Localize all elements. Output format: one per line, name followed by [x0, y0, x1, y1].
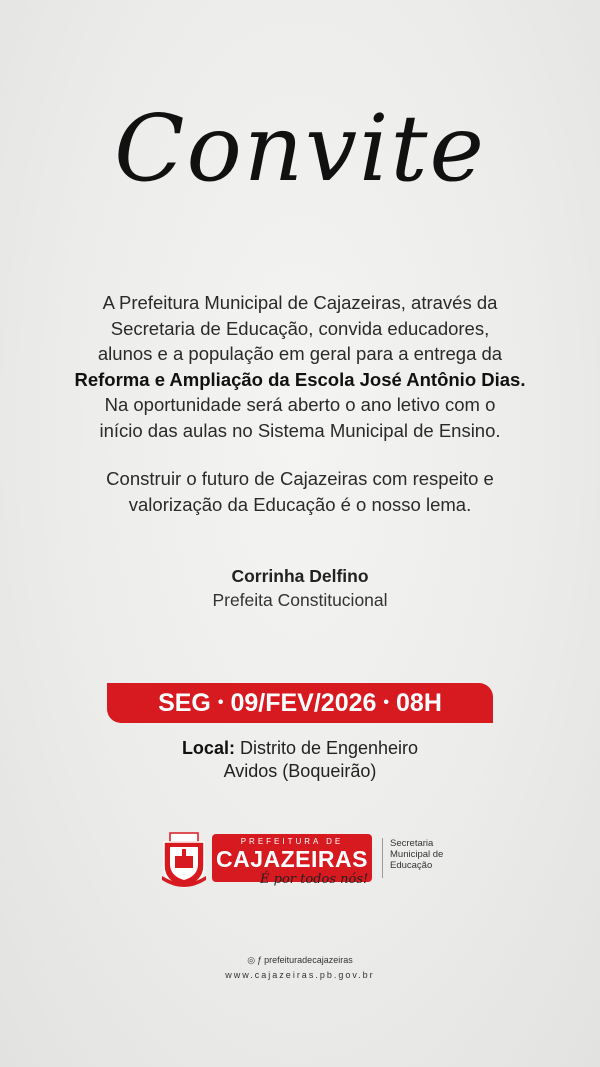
event-day: SEG: [158, 688, 211, 717]
motto-line: Construir o futuro de Cajazeiras com respeito e: [106, 468, 494, 489]
separator-dot: •: [217, 694, 224, 711]
facebook-icon: ƒ: [257, 955, 263, 965]
motto-line: valorização da Educação é o nosso lema.: [128, 493, 472, 515]
department-line: Educação: [390, 860, 433, 871]
invitation-title: Convite: [114, 95, 486, 202]
department-line: Secretaria: [390, 838, 434, 849]
body-line: alunos e a população em geral para a entrega da: [97, 343, 503, 364]
body-line: Secretaria de Educação, convida educadores,: [110, 317, 490, 339]
signatory-name: Corrinha Delfino: [231, 566, 369, 586]
location-line: Avidos (Boqueirão): [223, 761, 377, 781]
event-date-banner: [107, 683, 493, 723]
separator-dot: •: [383, 694, 390, 711]
social-handle: prefeituradecajazeiras: [264, 955, 353, 965]
school-name: Reforma e Ampliação da Escola José Antônio Dias.: [74, 368, 526, 390]
invitation-body: [40, 290, 560, 443]
prefeitura-logo: [160, 832, 460, 890]
department-name: [390, 838, 443, 871]
event-location: [0, 737, 600, 783]
body-line-bold: [40, 367, 560, 393]
motto-paragraph: [40, 466, 560, 517]
body-line: A Prefeitura Municipal de Cajazeiras, através da: [102, 292, 498, 313]
event-date: 09/FEV/2026: [230, 688, 377, 717]
location-text: Distrito de Engenheiro: [234, 738, 419, 758]
city-crest-icon: [160, 832, 208, 888]
location-line: [0, 737, 600, 760]
body-line: início das aulas no Sistema Municipal de Ensino.: [99, 419, 501, 441]
department-line: Municipal de: [390, 849, 444, 860]
location-label: Local:: [181, 738, 235, 758]
instagram-icon: ◎: [247, 955, 256, 965]
event-time: 08H: [396, 688, 442, 717]
logo-slogan: É por todos nós!: [260, 872, 369, 887]
logo-divider: [382, 838, 383, 878]
social-handle-row: [0, 955, 600, 966]
website-link[interactable]: www.cajazeiras.pb.gov.br: [225, 970, 375, 980]
body-line: Na oportunidade será aberto o ano letivo com o: [104, 394, 496, 415]
logo-city-name: CAJAZEIRAS: [216, 846, 368, 872]
logo-top-text: PREFEITURA DE: [240, 837, 344, 846]
signatory-role: Prefeita Constitucional: [212, 590, 388, 610]
